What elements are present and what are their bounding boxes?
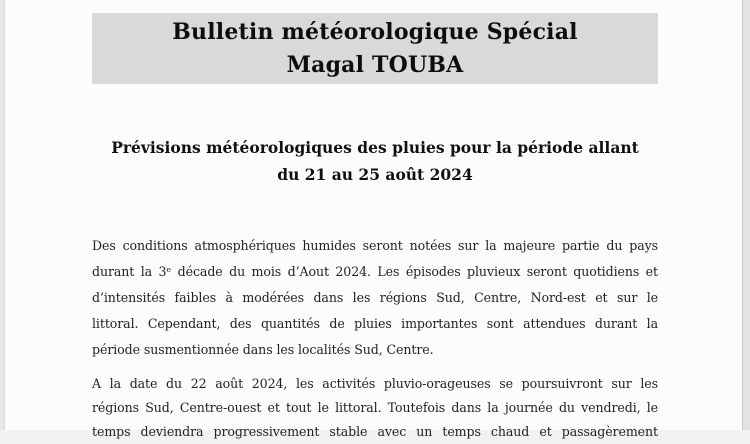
paragraph-1-line-3: d’intensités faibles à modérées dans les régions Sud, Centre, Nord-est et sur le [92,290,658,305]
subtitle-line2: du 21 au 25 août 2024 [277,165,473,184]
title-banner [92,13,658,84]
paragraph-1-line-2: durant la 3ᵉ décade du mois d’Aout 2024. Les épisodes pluvieux seront quotidiens et [92,264,658,279]
paragraph-2-line-2: régions Sud, Centre-ouest et tout le littoral. Toutefois dans la journée du vendredi, le [92,400,658,415]
subtitle-line1: Prévisions météorologiques des pluies pour la période allant [111,138,639,157]
paragraph-2-line-3: temps deviendra progressivement stable avec un temps chaud et passagèrement [92,424,658,439]
paragraph-2 [92,372,658,444]
document-title-line2: Magal TOUBA [286,51,464,78]
paragraph-2-line-1: A la date du 22 août 2024, les activités pluvio-orageuses se poursuivront sur les [92,376,658,391]
document-subtitle [92,134,658,188]
paragraph-1-line-5: période susmentionnée dans les localités Sud, Centre. [92,342,434,357]
document-title-line1: Bulletin météorologique Spécial [172,18,578,45]
page-left-edge [0,0,5,430]
paragraph-1 [92,233,658,363]
paragraph-1-line-1: Des conditions atmosphériques humides seront notées sur la majeure partie du pays [92,238,658,253]
paragraph-1-line-4: littoral. Cependant, des quantités de pluies importantes sont attendues durant la [92,316,658,331]
page-right-edge [742,0,750,430]
